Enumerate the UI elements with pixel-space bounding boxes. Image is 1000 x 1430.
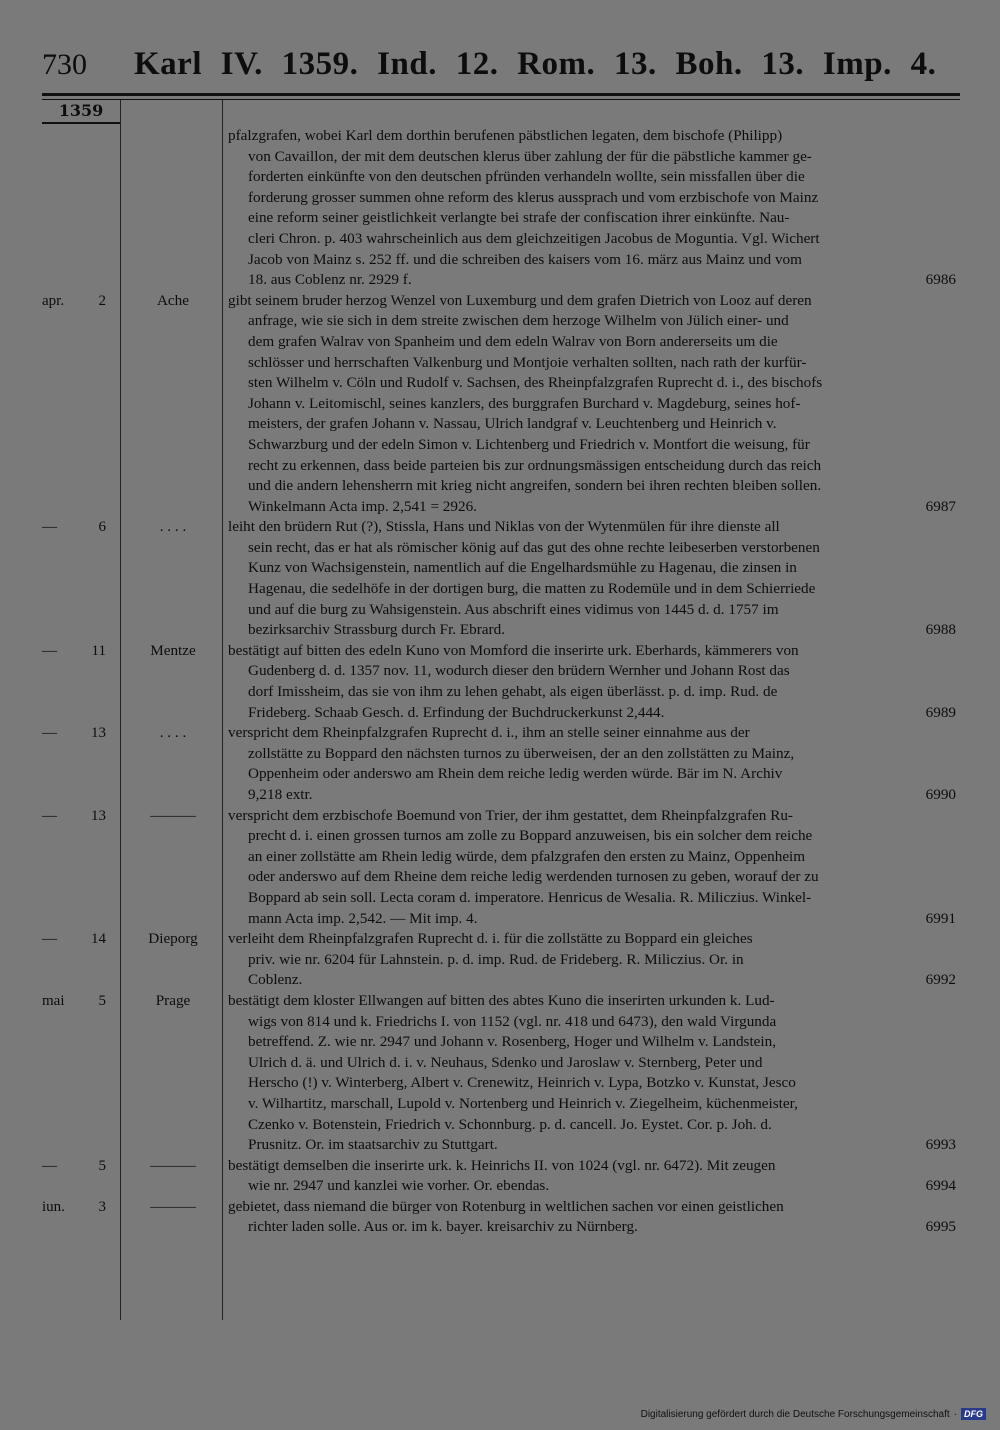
entry-place: . . . . (159, 518, 187, 536)
entry-month: mai (42, 992, 65, 1009)
entry-line: forderung grosser summen ohne reform des klerus aussprach und vom erzbischofe von Mainz (248, 188, 819, 206)
regesta-entry (0, 1156, 1000, 1197)
entry-line: Czenko v. Botenstein, Friedrich v. Schonnburg. p. d. cancell. Jo. Eystet. Cor. p. Joh. d. (248, 1115, 772, 1133)
entry-line: recht zu erkennen, dass beide parteien bis zur ordnungsmässigen entscheidung durch das reich (248, 456, 822, 474)
entry-line: eine reform seiner geistlichkeit verlangte bei strafe der confiscation ihrer einkünfte. Nau- (248, 209, 790, 227)
entry-day: 2 (98, 292, 106, 309)
entry-month: — (42, 931, 57, 948)
regesta-entry (0, 929, 1000, 991)
entry-place: ——— (150, 1156, 196, 1174)
header-rule (42, 93, 960, 96)
entry-month: — (42, 519, 57, 536)
entry-number: 6989 (925, 703, 956, 721)
entry-number: 6993 (925, 1136, 956, 1154)
entry-line: und die andern lehensherrn mit krieg nicht angreifen, sondern bei ihren rechten bleiben sollen. (248, 477, 822, 495)
entry-line: bestätigt demselben die inserirte urk. k. Heinrichs II. von 1024 (vgl. nr. 6472). Mit zeugen (228, 1156, 776, 1174)
entry-text (228, 806, 958, 930)
entry-line: leiht den brüdern Rut (?), Stissla, Hans und Niklas von der Wytenmülen für ihre dienste all (228, 518, 780, 536)
footer-text: Digitalisierung gefördert durch die Deutsche Forschungsgemeinschaft (640, 1408, 950, 1420)
entry-line: bezirksarchiv Strassburg durch Fr. Ebrard. (248, 621, 506, 639)
entry-line: Oppenheim oder anderswo am Rhein dem reiche ledig werden würde. Bär im N. Archiv (248, 765, 783, 783)
regesta-entry (0, 723, 1000, 805)
entry-place: . . . . (159, 724, 187, 742)
entry-line: v. Wilhartitz, marschall, Lupold v. Nortenberg und Heinrich v. Ziegelheim, küchenmeister, (248, 1094, 798, 1112)
entry-line: verspricht dem erzbischofe Boemund von Trier, der ihm gestattet, dem Rheinpfalzgrafen Ru- (228, 806, 793, 824)
entry-day: 5 (98, 992, 106, 1009)
entry-day: 13 (91, 807, 106, 824)
entry-line: Coblenz. (248, 971, 303, 989)
regesta-entry (0, 517, 1000, 641)
entry-line: sein recht, das er hat als römischer könig auf das gut des ohne rechte leibeserben verstorbenen (248, 538, 820, 556)
page-title: Karl IV. 1359. Ind. 12. Rom. 13. Boh. 13. Imp. 4. (134, 46, 937, 82)
entry-day: 6 (98, 519, 106, 536)
dfg-logo: DFG (961, 1408, 986, 1420)
entry-place: ——— (150, 806, 196, 824)
entry-line: Prusnitz. Or. im staatsarchiv zu Stuttgart. (248, 1136, 498, 1154)
entry-line: Hagenau, die sedelhöfe in der dortigen burg, die matten zu Rodemüle und in dem Schierriede (248, 580, 816, 598)
regesta-entry (0, 291, 1000, 518)
entry-line: schlösser und herrschaften Valkenburg und Montjoie verhalten sollten, nach rath der kurfür- (248, 353, 807, 371)
entry-line: 18. aus Coblenz nr. 2929 f. (248, 271, 412, 289)
entry-line: an einer zollstätte am Rhein ledig würde, dem pfalzgrafen den ersten zu Mainz, Oppenheim (248, 847, 806, 865)
entry-place: Prage (155, 991, 191, 1009)
entry-line: bestätigt dem kloster Ellwangen auf bitten des abtes Kuno die inserirten urkunden k. Lud- (228, 991, 775, 1009)
entry-line: oder anderswo auf dem Rheine dem reiche ledig werdenden turnosen zu geben, worauf der zu (248, 868, 819, 886)
entry-month: — (42, 1157, 57, 1174)
year-label: 1359 (42, 100, 120, 124)
entry-line: Winkelmann Acta imp. 2,541 = 2926. (248, 497, 477, 515)
entry-day: 3 (98, 1198, 106, 1215)
entry-line: betreffend. Z. wie nr. 2947 und Johann v. Rosenberg, Hoger und Wilhelm v. Landstein, (248, 1033, 777, 1051)
entry-line: Schwarzburg und der edeln Simon v. Lichtenberg und Friedrich v. Montfort die weisung, für (248, 435, 810, 453)
entry-number: 6994 (925, 1177, 956, 1195)
regesta-entry (0, 991, 1000, 1156)
entry-text (228, 991, 958, 1156)
entry-line: Herscho (!) v. Winterberg, Albert v. Crenewitz, Heinrich v. Lypa, Botzko v. Kunstat, Jesco (248, 1074, 796, 1092)
entry-number: 6988 (925, 621, 956, 639)
entry-place: Mentze (150, 641, 196, 659)
entry-text (228, 723, 958, 805)
entry-line: meisters, der grafen Johann v. Nassau, Ulrich landgraf v. Leuchtenberg und Heinrich v. (248, 415, 777, 433)
entry-line: dem grafen Walrav von Spanheim und dem edeln Walrav von Born andererseits um die (248, 332, 778, 350)
entry-line: zollstätte zu Boppard den nächsten turnos zu überweisen, der an den zollstätten zu Mainz, (248, 744, 795, 762)
entry-month: — (42, 725, 57, 742)
entry-day: 13 (91, 725, 106, 742)
entry-line: dorf Imissheim, das sie von ihm zu lehen gehabt, als eigen überlässt. p. d. imp. Rud. de (248, 683, 778, 701)
entry-line: Kunz von Wachsigenstein, namentlich auf die Engelhardsmühle zu Hagenau, die zinsen in (248, 559, 797, 577)
entry-line: sten Wilhelm v. Cöln und Rudolf v. Sachsen, des Rheinpfalzgrafen Ruprecht d. i., des bischofs (248, 374, 823, 392)
entry-text (228, 1156, 958, 1197)
entry-place: Ache (156, 291, 190, 309)
entry-line: mann Acta imp. 2,542. — Mit imp. 4. (248, 909, 478, 927)
entry-text (228, 641, 958, 723)
entry-number: 6992 (925, 971, 956, 989)
header-rule-thin (42, 99, 960, 100)
entry-line: pfalzgrafen, wobei Karl dem dorthin berufenen päbstlichen legaten, dem bischofe (Philipp) (228, 127, 783, 144)
entry-month: — (42, 807, 57, 824)
entry-line: gibt seinem bruder herzog Wenzel von Luxemburg und dem grafen Dietrich von Looz auf deren (228, 291, 812, 309)
entry-line: Johann v. Leitomischl, seines kanzlers, des burggrafen Burchard v. Magdeburg, seines hof- (248, 394, 801, 412)
entry-line: verleiht dem Rheinpfalzgrafen Ruprecht d. i. für die zollstätte zu Boppard ein gleiches (228, 930, 753, 948)
entry-day: 5 (98, 1157, 106, 1174)
entry-month: iun. (42, 1198, 65, 1215)
entry-line: von Cavaillon, der mit dem deutschen klerus über zahlung der für die päbstliche kammer ge- (248, 147, 812, 165)
entry-number: 6990 (925, 786, 956, 803)
regesta-entry (0, 1197, 1000, 1238)
entry-number: 6987 (925, 497, 956, 515)
entry-line: wigs von 814 und k. Friedrichs I. von 1152 (vgl. nr. 418 und 6473), den wald Virgunda (248, 1012, 777, 1030)
entry-line: Gudenberg d. d. 1357 nov. 11, wodurch dieser den brüdern Wernher und Johann Rost das (248, 662, 790, 680)
entry-text (228, 126, 958, 291)
entry-line: bestätigt auf bitten des edeln Kuno von Momford die inserirte urk. Eberhards, kämmerers von (228, 641, 799, 659)
entry-line: Frideberg. Schaab Gesch. d. Erfindung der Buchdruckerkunst 2,444. (248, 703, 665, 721)
entry-line: und auf die burg zu Wahsigenstein. Aus abschrift eines vidimus von 1445 d. d. 1757 im (248, 600, 779, 618)
entry-line: richter laden solle. Aus or. im k. bayer. kreisarchiv zu Nürnberg. (248, 1218, 638, 1236)
entry-line: verspricht dem Rheinpfalzgrafen Ruprecht d. i., ihm an stelle seiner einnahme aus der (228, 724, 750, 742)
footer: Digitalisierung gefördert durch die Deutsche Forschungsgemeinschaft · DFG (641, 1408, 986, 1420)
entry-line: wie nr. 2947 und kanzlei wie vorher. Or. ebendas. (248, 1177, 550, 1195)
entry-text (228, 291, 958, 518)
entry-line: Ulrich d. ä. und Ulrich d. i. v. Neuhaus, Sdenko und Jaroslaw v. Sternberg, Peter und (248, 1053, 763, 1071)
entry-place: Dieporg (148, 930, 198, 948)
entry-place: ——— (150, 1197, 196, 1215)
entry-number: 6991 (925, 909, 956, 927)
entry-line: gebietet, dass niemand die bürger von Rotenburg in weltlichen sachen vor einen geistlichen (228, 1197, 784, 1215)
entry-line: 9,218 extr. (248, 786, 313, 803)
entry-month: — (42, 642, 57, 659)
entry-line: anfrage, wie sie sich in dem streite zwischen dem herzoge Wilhelm von Jülich einer- und (248, 312, 789, 330)
regesta-entry (0, 126, 1000, 291)
entry-day: 11 (91, 642, 106, 659)
entry-number: 6995 (925, 1218, 956, 1236)
entry-month: apr. (42, 292, 65, 309)
entry-line: precht d. i. einen grossen turnos am zolle zu Boppard anzuweisen, bis ein solcher dem reiche (248, 827, 813, 845)
entry-line: cleri Chron. p. 403 wahrscheinlich aus dem gleichzeitigen Jacobus de Moguntia. Vgl. Wichert (248, 229, 820, 247)
entry-day: 14 (91, 931, 106, 948)
entry-line: Boppard ab sein soll. Lecta coram d. imperatore. Henricus de Wesalia. R. Miliczius. Winkel- (248, 888, 812, 906)
entry-number: 6986 (925, 271, 956, 289)
entry-line: Jacob von Mainz s. 252 ff. und die schreiben des kaisers vom 16. märz aus Mainz und vom (248, 250, 802, 268)
page-number: 730 (42, 48, 87, 81)
entry-line: forderten einkünfte von den deutschen pfründen verhandeln wollte, sein missfallen über die (248, 168, 805, 186)
entry-text (228, 517, 958, 641)
page-header (42, 48, 960, 88)
entry-line: priv. wie nr. 6204 für Lahnstein. p. d. imp. Rud. de Frideberg. R. Miliczius. Or. in (248, 950, 744, 968)
regesta-entries (0, 126, 1000, 1238)
entry-text (228, 1197, 958, 1238)
entry-text (228, 929, 958, 991)
regesta-entry (0, 806, 1000, 930)
regesta-entry (0, 641, 1000, 723)
